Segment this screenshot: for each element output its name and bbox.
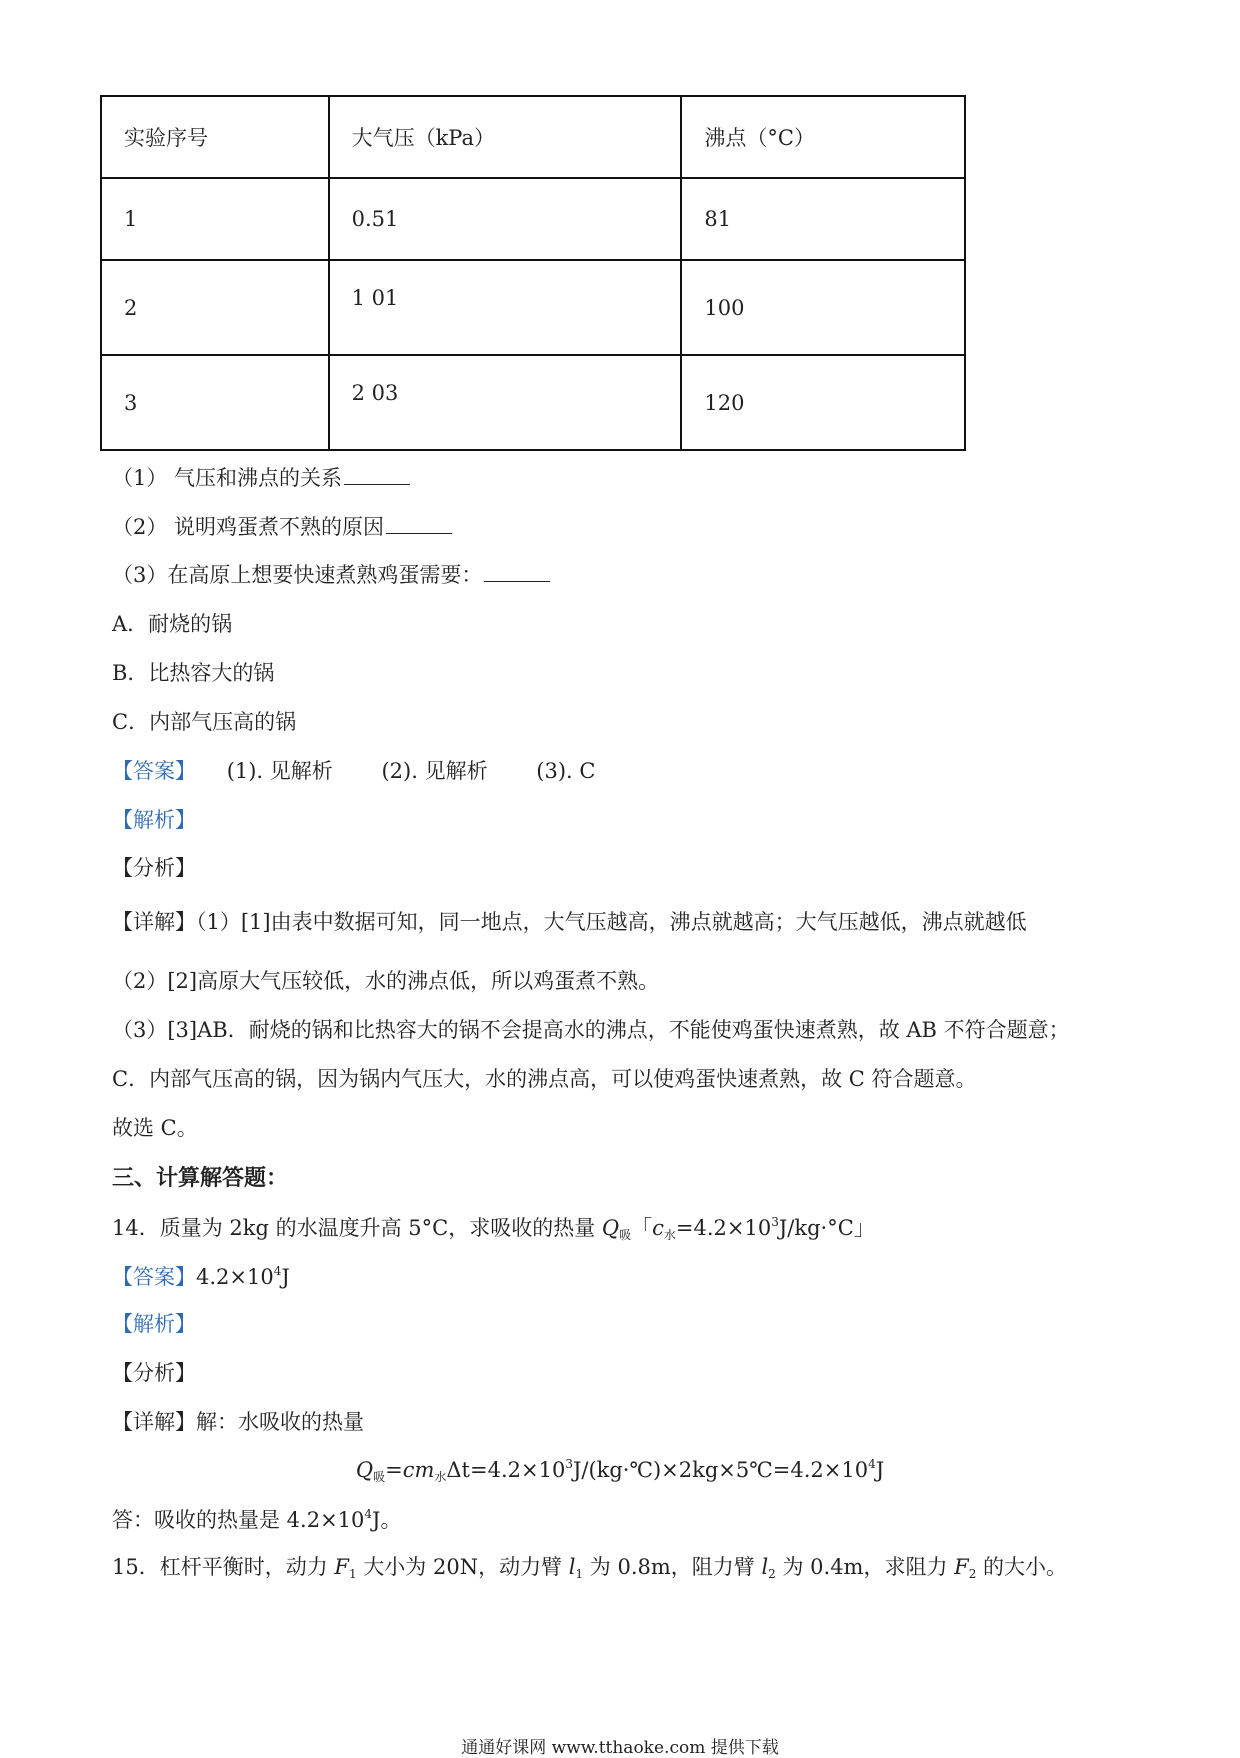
table-row [101,260,965,355]
q14-question [112,1216,875,1241]
q13-sub2-text: （2） 说明鸡蛋煮不熟的原因 [112,515,385,539]
answer-tag: 【答案】 [112,759,196,783]
q14-answer [112,1265,290,1288]
q13-detail-5: 故选 C。 [112,1116,198,1140]
q15-l2-sub: 2 [768,1567,776,1581]
q13-answer [112,761,595,782]
q13-sub3-text: （3）在高原上想要快速煮熟鸡蛋需要： [112,563,483,587]
table-cell: 0.51 [329,178,682,260]
q13-detail-4: C．内部气压高的锅，因为锅内气压大，水的沸点高，可以使鸡蛋快速煮熟，故 C 符合题意。 [112,1067,977,1091]
q14-answer-exp: 4 [273,1264,282,1278]
conclusion-end: J。 [372,1508,402,1532]
q14-answer-unit: J [281,1265,290,1289]
q15-question [112,1557,1067,1580]
q15-text-5: 的大小。 [976,1555,1068,1579]
answer-blank [386,532,452,534]
q13-sub3 [112,565,550,586]
cell-text: 2 03 [351,380,399,405]
table-cell [681,260,965,355]
q14-text: 14．质量为 2kg 的水温度升高 5°C，求吸收的热量 [112,1216,602,1240]
q14-cond-val: =4.2×10 [675,1216,772,1240]
q14-cond-pre: 「 [631,1216,653,1240]
q13-sub1 [112,468,410,489]
formula-exp2: 4 [868,1457,876,1471]
table-cell [101,260,329,355]
answer-3: (3). C [536,759,596,783]
formula-mid1: =cm [385,1458,435,1482]
analysis-tag: 【解析】 [112,808,196,832]
q15-text-3: 为 0.8m，阻力臂 [583,1555,762,1579]
cell-text: 120 [704,390,745,415]
formula-mid2: Δt=4.2×10 [446,1458,566,1482]
answer-blank [484,580,550,582]
cell-text: 100 [704,295,745,320]
q15-l2: l [761,1555,769,1579]
answer-blank [344,483,410,485]
table-header-cell: 实验序号 [101,96,329,178]
analysis-tag: 【解析】 [112,1312,196,1336]
q15-text-4: 为 0.4m，求阻力 [775,1555,955,1579]
fenxi-tag: 【分析】 [112,1361,196,1385]
answer-2: (2). 见解析 [381,759,488,783]
q15-text-2: 大小为 20N，动力臂 [356,1555,569,1579]
option-b: B．比热容大的锅 [112,661,275,685]
cell-text: 3 [124,390,138,415]
conclusion-base: 答：吸收的热量是 4.2×10 [112,1508,365,1532]
q15-f2: F [954,1555,969,1579]
cell-text: 2 [124,295,138,320]
page-footer: 通通好课网 www.tthaoke.com 提供下载 [461,1738,779,1758]
table-cell [329,355,682,450]
conclusion-exp: 4 [364,1507,373,1521]
q14-cond-unit: J/kg·°C」 [778,1216,875,1240]
q14-sub: 吸 [619,1228,632,1242]
q14-var: Q [601,1216,620,1240]
q15-f1-sub: 1 [348,1567,357,1581]
q13-detail-2: （2）[2]高原大气压较低，水的沸点低，所以鸡蛋煮不熟。 [112,969,660,993]
q13-sub1-text: （1） 气压和沸点的关系 [112,466,343,490]
table-cell [329,260,682,355]
table-cell [681,355,965,450]
q13-sub2 [112,517,452,538]
q15-l1: l [568,1555,576,1579]
table-header-cell: 大气压（kPa） [329,96,682,178]
q15-text-1: 15．杠杆平衡时，动力 [112,1555,335,1579]
answer-tag: 【答案】 [112,1265,196,1289]
q14-conclusion [112,1508,401,1531]
q14-cond-var: c [652,1216,664,1240]
experiment-table [100,95,966,451]
table-row [101,355,965,450]
formula-end: J [875,1458,885,1482]
table-cell: 81 [681,178,965,260]
table-header-row [101,96,965,178]
table-header-cell: 沸点（°C） [681,96,965,178]
q14-cond-exp: 3 [771,1215,779,1229]
fenxi-tag: 【分析】 [112,856,196,880]
table-cell: 1 [101,178,329,260]
section-title: 三、计算解答题： [112,1165,289,1191]
q15-l1-sub: 1 [575,1567,584,1581]
formula-exp1: 3 [565,1457,573,1471]
formula-var: Q [355,1458,374,1482]
q15-f2-sub: 2 [968,1567,977,1581]
formula-mid3: J/(kg·℃)×2kg×5℃=4.2×10 [572,1458,869,1482]
q14-detail: 【详解】解：水吸收的热量 [112,1410,364,1434]
table-cell [101,355,329,450]
q14-cond-sub: 水 [663,1228,676,1242]
formula-sub2: 水 [434,1470,447,1484]
q13-detail-1: 【详解】（1）[1]由表中数据可知，同一地点，大气压越高，沸点就越高；大气压越低，沸点就越低 [112,910,1027,934]
formula-sub: 吸 [373,1470,386,1484]
answer-1: (1). 见解析 [226,759,333,783]
option-c: C．内部气压高的锅 [112,710,297,734]
option-a: A．耐烧的锅 [112,612,233,636]
q14-answer-base: 4.2×10 [196,1265,274,1289]
cell-text: 1 01 [351,285,399,310]
q15-f1: F [334,1555,349,1579]
q13-detail-3: （3）[3]AB．耐烧的锅和比热容大的锅不会提高水的沸点，不能使鸡蛋快速煮熟，故 AB 不符合题意； [112,1018,1070,1042]
table-row [101,178,965,260]
q14-formula [0,1458,1240,1483]
